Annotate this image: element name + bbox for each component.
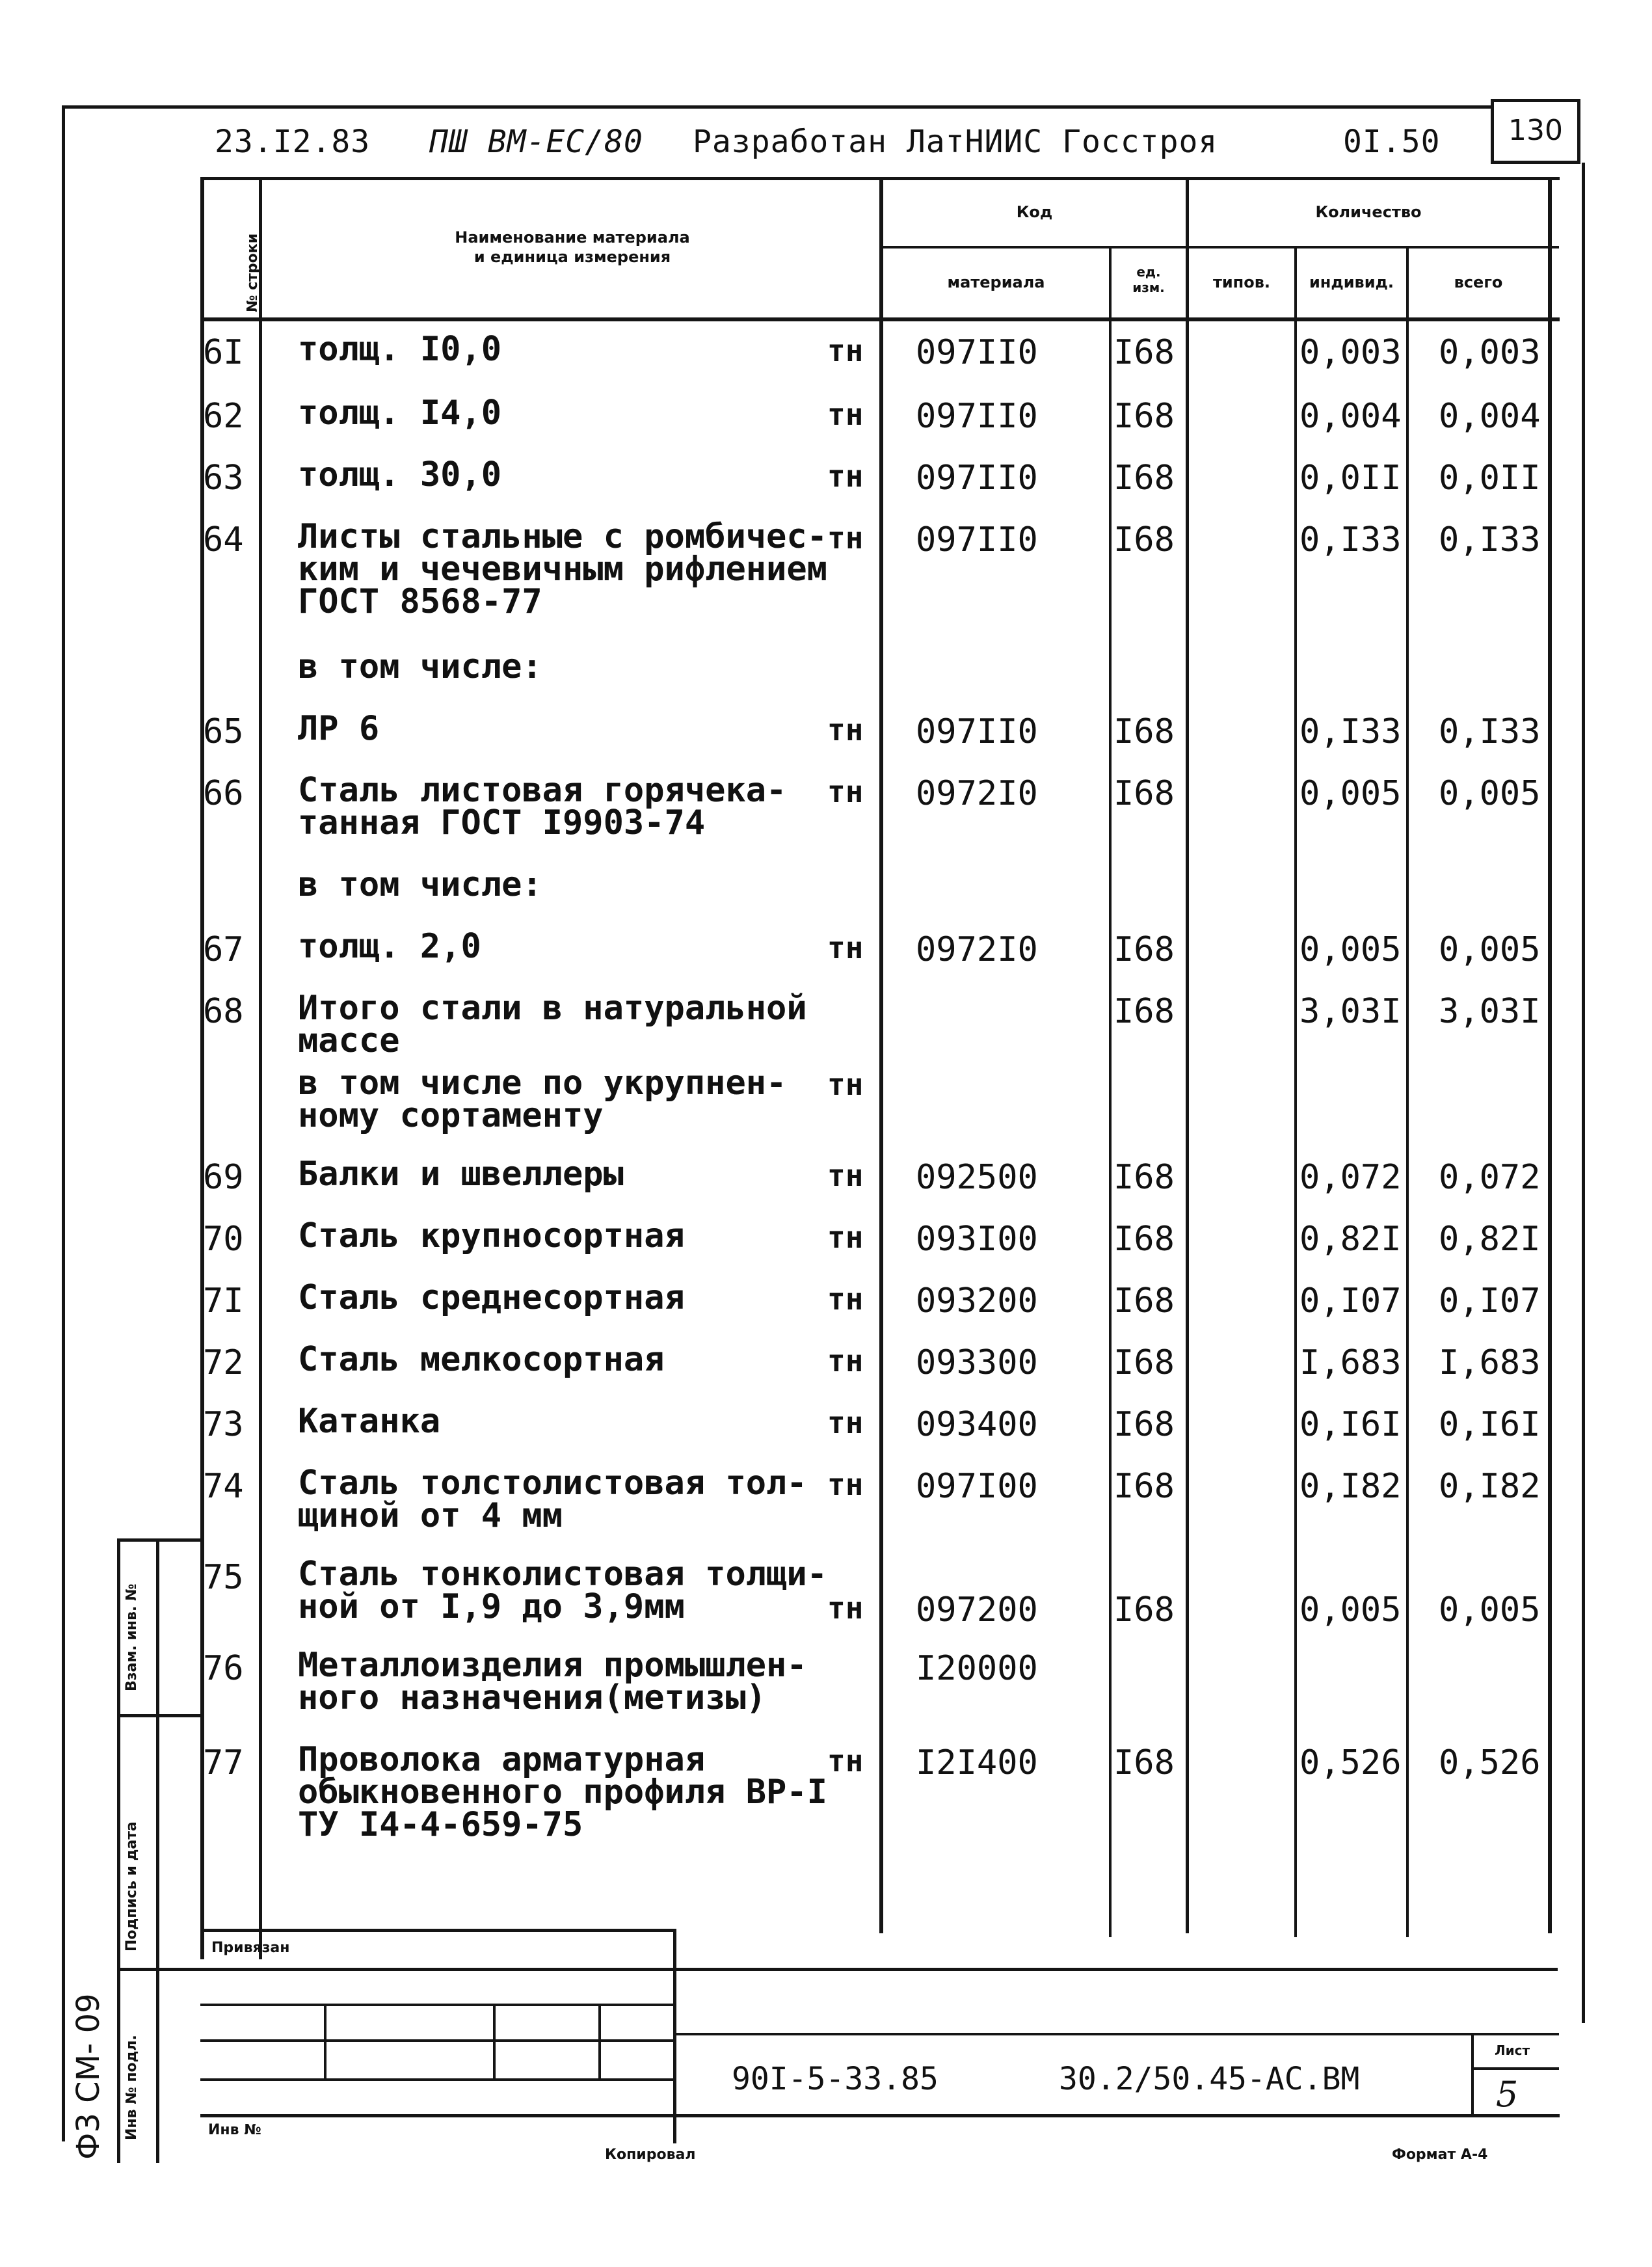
row-material-code: 097I00 xyxy=(916,1467,1038,1506)
doc-code: 30.2/50.45-АС.ВМ xyxy=(1059,2061,1360,2097)
sheet-left-line xyxy=(1471,2033,1474,2117)
row-unit-code: I68 xyxy=(1113,333,1175,372)
row-material-code: I2I400 xyxy=(916,1743,1038,1782)
row-unit-code: I68 xyxy=(1113,930,1175,969)
stamp-mid-line xyxy=(156,1538,159,2163)
row-material-code: I20000 xyxy=(916,1649,1038,1688)
row-material-code: 0972I0 xyxy=(916,774,1038,813)
row-name: Сталь среднесортная xyxy=(298,1278,685,1317)
row-number: 6I xyxy=(203,333,244,372)
attached-right-line xyxy=(673,1929,676,2143)
row-material-code: 097II0 xyxy=(916,397,1038,436)
header-row-no: № строки xyxy=(245,233,261,312)
col-ind-line xyxy=(1406,246,1409,1937)
row-number: 73 xyxy=(203,1405,244,1444)
side-replace-inv: Взам. инв. № xyxy=(124,1583,140,1691)
row-material-code: 0972I0 xyxy=(916,930,1038,969)
attached-top-line xyxy=(200,1929,675,1932)
attached-label: Привязан xyxy=(211,1940,290,1956)
row-unit-code: I68 xyxy=(1113,992,1175,1031)
row-unit-code: I68 xyxy=(1113,1220,1175,1259)
header-code-material: материала xyxy=(947,273,1045,291)
sheet-label: Лист xyxy=(1495,2043,1530,2058)
row-qty-individual: 0,005 xyxy=(1299,774,1402,813)
row-unit-code: I68 xyxy=(1113,397,1175,436)
row-qty-individual: 0,I33 xyxy=(1299,520,1402,559)
row-name: толщ. 2,0 xyxy=(298,927,481,966)
col-unit-line xyxy=(1186,177,1189,1933)
row-name: Сталь толстолистовая тол- щиной от 4 мм xyxy=(298,1464,807,1535)
table-right-line xyxy=(1548,177,1552,1933)
row-unit: тн xyxy=(827,930,864,965)
row-name: в том числе: xyxy=(298,647,542,686)
row-qty-individual: 3,03I xyxy=(1299,992,1402,1031)
stamp-left-line xyxy=(117,1538,120,2163)
row-number: 77 xyxy=(203,1743,244,1782)
row-name: Балки и швеллеры xyxy=(298,1155,624,1194)
table-left-line xyxy=(200,177,204,1959)
header-code-unit: ед. изм. xyxy=(1132,264,1165,295)
row-qty-individual: 0,003 xyxy=(1299,333,1402,372)
row-material-code: 093200 xyxy=(916,1281,1038,1321)
row-material-code: 097II0 xyxy=(916,459,1038,498)
stamp-top-line xyxy=(117,1538,202,1542)
row-qty-individual: 0,005 xyxy=(1299,1590,1402,1630)
row-number: 76 xyxy=(203,1649,244,1688)
row-number: 66 xyxy=(203,774,244,813)
row-name: толщ. 30,0 xyxy=(298,455,502,494)
row-number: 62 xyxy=(203,397,244,436)
row-qty-individual: 0,I6I xyxy=(1299,1405,1402,1444)
stamp-block-top xyxy=(159,1968,1558,1971)
row-qty-total: 0,005 xyxy=(1439,930,1541,969)
header-qty-total: всего xyxy=(1454,273,1503,291)
row-number: 75 xyxy=(203,1558,244,1597)
row-qty-individual: I,683 xyxy=(1299,1343,1402,1382)
row-unit-code: I68 xyxy=(1113,1405,1175,1444)
header-program: ПШ ВМ-ЕС/80 xyxy=(429,124,643,160)
row-number: 67 xyxy=(203,930,244,969)
header-qty-typical: типов. xyxy=(1212,273,1271,291)
row-name: Сталь мелкосортная xyxy=(298,1340,665,1379)
grid-vline-2 xyxy=(493,2004,496,2078)
inv-no-label: Инв № xyxy=(208,2122,261,2138)
row-unit: тн xyxy=(827,1405,864,1440)
header-quantity: Количество xyxy=(1315,203,1422,221)
row-unit-code: I68 xyxy=(1113,459,1175,498)
row-unit: тн xyxy=(827,1220,864,1255)
copied-label: Копировал xyxy=(605,2147,696,2163)
sheet-mid-line xyxy=(1471,2067,1559,2070)
grid-line-4 xyxy=(200,2114,1560,2117)
row-unit: тн xyxy=(827,520,864,556)
row-unit: тн xyxy=(827,1343,864,1378)
row-name: Катанка xyxy=(298,1402,441,1441)
row-qty-total: 0,005 xyxy=(1439,1590,1541,1630)
row-qty-total: 0,I33 xyxy=(1439,712,1541,751)
row-material-code: 097II0 xyxy=(916,520,1038,559)
row-number: 7I xyxy=(203,1281,244,1321)
row-name: ЛР 6 xyxy=(298,709,380,748)
row-material-code: 097II0 xyxy=(916,712,1038,751)
row-unit-code: I68 xyxy=(1113,1343,1175,1382)
row-qty-total: 0,003 xyxy=(1439,333,1541,372)
grid-vline-1 xyxy=(324,2004,326,2078)
row-name: Сталь тонколистовая толщи- ной от I,9 до 3,9мм xyxy=(298,1555,827,1626)
page-number: 130 xyxy=(1508,114,1563,147)
header-name: Наименование материала и единица измерения xyxy=(455,228,690,266)
row-number: 65 xyxy=(203,712,244,751)
side-label: Ф3 СМ- 09 xyxy=(70,1993,107,2160)
row-unit: тн xyxy=(827,397,864,432)
grid-vline-3 xyxy=(598,2004,601,2078)
row-unit: тн xyxy=(827,333,864,368)
row-qty-total: 0,0II xyxy=(1439,459,1541,498)
table-header-mid-line xyxy=(881,246,1559,248)
row-number: 69 xyxy=(203,1158,244,1197)
row-unit: тн xyxy=(827,1590,864,1626)
side-sign-date: Подпись и дата xyxy=(124,1821,140,1952)
row-name: в том числе: xyxy=(298,865,542,904)
row-qty-total: I,683 xyxy=(1439,1343,1541,1382)
row-qty-total: 0,I33 xyxy=(1439,520,1541,559)
row-unit: тн xyxy=(827,1467,864,1502)
row-qty-total: 0,I07 xyxy=(1439,1281,1541,1321)
row-name: толщ. I4,0 xyxy=(298,394,502,433)
row-unit-code: I68 xyxy=(1113,1590,1175,1630)
row-number: 64 xyxy=(203,520,244,559)
page-number-box xyxy=(1491,99,1580,164)
row-qty-total: 0,82I xyxy=(1439,1220,1541,1259)
frame-left-line xyxy=(62,105,65,2141)
row-qty-individual: 0,004 xyxy=(1299,397,1402,436)
header-qty-individual: индивид. xyxy=(1309,273,1394,291)
row-qty-individual: 0,005 xyxy=(1299,930,1402,969)
row-unit: тн xyxy=(827,1743,864,1778)
row-unit-code: I68 xyxy=(1113,712,1175,751)
col-name-line xyxy=(879,177,883,1933)
row-qty-total: 0,I6I xyxy=(1439,1405,1541,1444)
row-qty-total: 0,526 xyxy=(1439,1743,1541,1782)
row-qty-individual: 0,072 xyxy=(1299,1158,1402,1197)
grid-line-1 xyxy=(200,2004,675,2006)
doc-number: 90I-5-33.85 xyxy=(732,2061,939,2097)
row-material-code: 093300 xyxy=(916,1343,1038,1382)
sheet-value: 5 xyxy=(1496,2074,1519,2115)
row-material-code: 097200 xyxy=(916,1590,1038,1630)
side-inv-orig: Инв № подл. xyxy=(124,2035,140,2140)
row-unit-code: I68 xyxy=(1113,1158,1175,1197)
row-unit: тн xyxy=(827,774,864,809)
row-unit-code: I68 xyxy=(1113,1743,1175,1782)
grid-line-2 xyxy=(200,2039,675,2042)
row-number: 63 xyxy=(203,459,244,498)
row-unit-code: I68 xyxy=(1113,774,1175,813)
row-material-code: 093I00 xyxy=(916,1220,1038,1259)
row-unit-code: I68 xyxy=(1113,1467,1175,1506)
row-material-code: 097II0 xyxy=(916,333,1038,372)
header-date: 23.I2.83 xyxy=(215,124,371,160)
row-unit: тн xyxy=(827,1281,864,1317)
row-name: толщ. I0,0 xyxy=(298,330,502,369)
row-number: 68 xyxy=(203,992,244,1031)
row-unit: тн xyxy=(827,459,864,494)
frame-right-line xyxy=(1582,163,1585,2023)
row-unit-code: I68 xyxy=(1113,1281,1175,1321)
col-material-line xyxy=(1109,246,1112,1937)
col-typ-line xyxy=(1294,246,1297,1937)
row-qty-total: 3,03I xyxy=(1439,992,1541,1031)
row-qty-individual: 0,0II xyxy=(1299,459,1402,498)
row-unit: тн xyxy=(827,712,864,747)
format-label: Формат А-4 xyxy=(1392,2147,1488,2163)
row-name: Итого стали в натуральной массе xyxy=(298,989,807,1060)
row-number: 70 xyxy=(203,1220,244,1259)
row-name: Металлоизделия промышлен- ного назначения(метизы) xyxy=(298,1646,807,1717)
row-material-code: 092500 xyxy=(916,1158,1038,1197)
row-unit: тн xyxy=(827,1158,864,1193)
header-code: Код xyxy=(1016,203,1053,221)
row-qty-individual: 0,82I xyxy=(1299,1220,1402,1259)
doc-line xyxy=(676,2033,1559,2035)
row-number: 74 xyxy=(203,1467,244,1506)
row-qty-individual: 0,526 xyxy=(1299,1743,1402,1782)
row-qty-individual: 0,I07 xyxy=(1299,1281,1402,1321)
col-no-line xyxy=(259,177,262,1959)
row-qty-individual: 0,I82 xyxy=(1299,1467,1402,1506)
row-name: в том числе по укрупнен- ному сортаменту xyxy=(298,1064,787,1135)
row-name: Проволока арматурная обыкновенного профиля ВР-I ТУ I4-4-659-75 xyxy=(298,1740,827,1844)
grid-line-3 xyxy=(200,2078,675,2081)
header-code: 0I.50 xyxy=(1343,124,1441,160)
row-name: Сталь крупносортная xyxy=(298,1216,685,1255)
stamp-line-2 xyxy=(117,1714,202,1717)
header-developer: Разработан ЛатНИИС Госстроя xyxy=(693,124,1218,160)
row-unit-code: I68 xyxy=(1113,520,1175,559)
row-qty-total: 0,072 xyxy=(1439,1158,1541,1197)
row-material-code: 093400 xyxy=(916,1405,1038,1444)
row-qty-individual: 0,I33 xyxy=(1299,712,1402,751)
row-qty-total: 0,004 xyxy=(1439,397,1541,436)
row-number: 72 xyxy=(203,1343,244,1382)
row-name: Сталь листовая горячека- танная ГОСТ I9903-74 xyxy=(298,771,787,842)
frame-top-line xyxy=(62,105,1493,109)
row-name: Листы стальные с ромбичес- ким и чечевичным рифлением ГОСТ 8568-77 xyxy=(298,517,827,621)
row-unit: тн xyxy=(827,1067,864,1102)
row-qty-total: 0,005 xyxy=(1439,774,1541,813)
row-qty-total: 0,I82 xyxy=(1439,1467,1541,1506)
